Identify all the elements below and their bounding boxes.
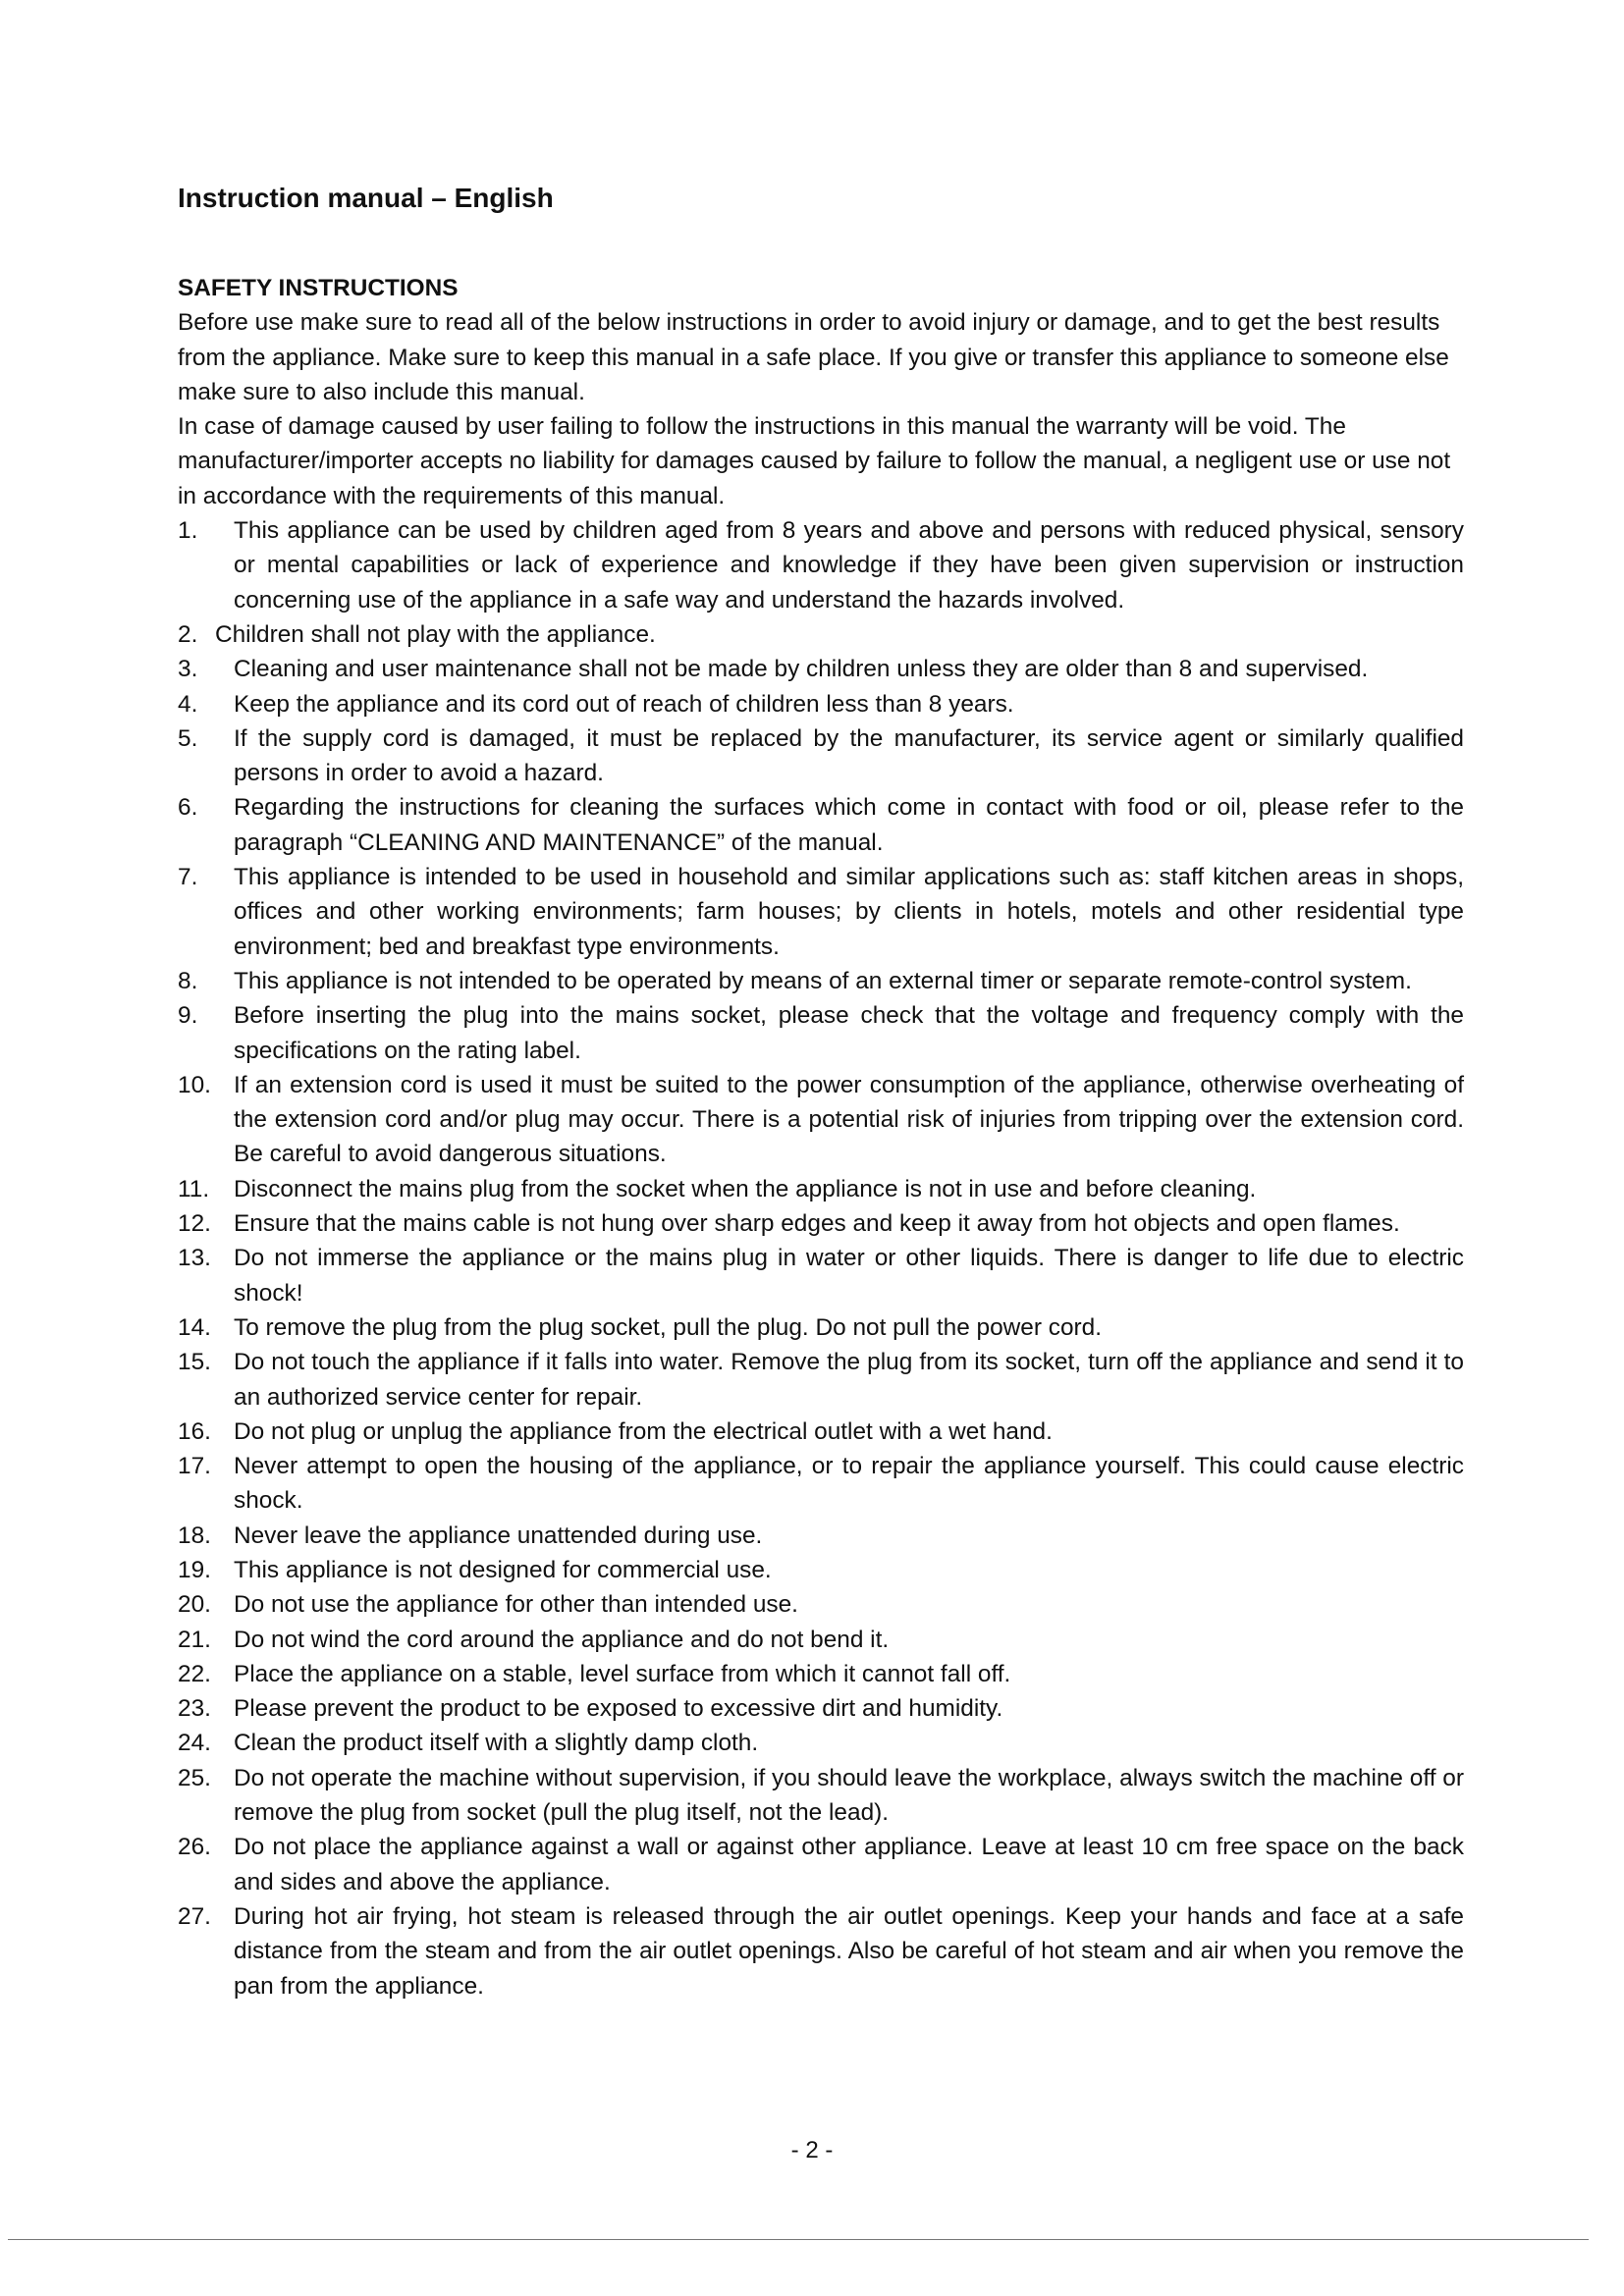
item-number: 12. xyxy=(178,1210,211,1238)
item-number: 5. xyxy=(178,724,198,752)
item-number: 7. xyxy=(178,864,198,891)
item-number: 16. xyxy=(178,1417,211,1445)
item-text: Do not use the appliance for other than intended use. xyxy=(234,1591,798,1619)
list-item xyxy=(178,617,1464,652)
list-item xyxy=(178,964,1464,998)
list-item xyxy=(178,687,1464,721)
list-item xyxy=(178,1415,1464,1449)
safety-instruction-list xyxy=(178,513,1464,2003)
document-title: Instruction manual – English xyxy=(178,183,554,213)
item-number: 9. xyxy=(178,1002,198,1030)
item-text: Do not place the appliance against a wall or against other appliance. Leave at least 10 cm free space on the back and sides and above the appliance. xyxy=(234,1834,1464,1896)
item-text: Place the appliance on a stable, level surface from which it cannot fall off. xyxy=(234,1660,1011,1687)
list-item xyxy=(178,998,1464,1068)
item-number: 23. xyxy=(178,1695,211,1723)
list-item xyxy=(178,1172,1464,1206)
list-item xyxy=(178,1206,1464,1241)
list-item xyxy=(178,1310,1464,1345)
item-number: 3. xyxy=(178,656,198,683)
intro xyxy=(178,305,1464,513)
item-number: 18. xyxy=(178,1522,211,1549)
item-text: Disconnect the mains plug from the socket when the appliance is not in use and before cleaning. xyxy=(234,1175,1257,1202)
list-item xyxy=(178,1241,1464,1310)
item-text: To remove the plug from the plug socket, pull the plug. Do not pull the power cord. xyxy=(234,1313,1102,1341)
item-text: Do not operate the machine without supervision, if you should leave the workplace, always switch the machine off or remove the plug from socket (pull the plug itself, not the lead). xyxy=(234,1764,1464,1827)
item-number: 4. xyxy=(178,690,198,718)
item-number: 1. xyxy=(178,517,198,545)
item-text: This appliance is intended to be used in household and similar applications such as: staff kitchen areas in shops, offices and other working environments; farm houses; by clients in hotels, motels and other residential type environment; bed and breakfast type environments. xyxy=(234,864,1464,960)
item-text: Do not immerse the appliance or the mains plug in water or other liquids. There is danger to life due to electric shock! xyxy=(234,1245,1464,1307)
item-number: 15. xyxy=(178,1349,211,1376)
list-item xyxy=(178,721,1464,791)
item-number: 22. xyxy=(178,1660,211,1687)
item-text: Children shall not play with the appliance. xyxy=(215,620,656,648)
item-text: Cleaning and user maintenance shall not be made by children unless they are older than 8 and supervised. xyxy=(234,656,1369,683)
item-number: 24. xyxy=(178,1730,211,1757)
item-number: 6. xyxy=(178,794,198,822)
item-text: Do not touch the appliance if it falls into water. Remove the plug from its socket, turn off the appliance and send it to an authorized service center for repair. xyxy=(234,1349,1464,1411)
item-text: This appliance is not designed for commercial use. xyxy=(234,1556,772,1583)
item-text: Ensure that the mains cable is not hung over sharp edges and keep it away from hot objects and open flames. xyxy=(234,1210,1400,1238)
list-item xyxy=(178,1587,1464,1622)
item-text: Do not plug or unplug the appliance from the electrical outlet with a wet hand. xyxy=(234,1417,1053,1445)
item-text: Do not wind the cord around the appliance and do not bend it. xyxy=(234,1626,890,1653)
list-item xyxy=(178,1899,1464,2003)
item-number: 20. xyxy=(178,1591,211,1619)
item-text: Clean the product itself with a slightly damp cloth. xyxy=(234,1730,759,1757)
item-number: 8. xyxy=(178,967,198,994)
item-text: This appliance can be used by children aged from 8 years and above and persons with reduced physical, sensory or mental capabilities or lack of experience and knowledge if they have been given supervision or instruction concerning use of the appliance in a safe way and understand the hazards involved. xyxy=(234,517,1464,614)
item-number: 2. xyxy=(178,620,198,648)
item-text: If the supply cord is damaged, it must be replaced by the manufacturer, its service agent or similarly qualified persons in order to avoid a hazard. xyxy=(234,724,1464,787)
item-number: 13. xyxy=(178,1245,211,1272)
list-item xyxy=(178,652,1464,686)
item-text: Please prevent the product to be exposed to excessive dirt and humidity. xyxy=(234,1695,1003,1723)
list-item xyxy=(178,860,1464,964)
list-item xyxy=(178,1761,1464,1831)
list-item xyxy=(178,1726,1464,1760)
footer-divider xyxy=(8,2239,1589,2240)
list-item xyxy=(178,1068,1464,1172)
item-number: 17. xyxy=(178,1453,211,1480)
item-number: 21. xyxy=(178,1626,211,1653)
item-text: Before inserting the plug into the mains socket, please check that the voltage and frequency comply with the specifications on the rating label. xyxy=(234,1002,1464,1064)
list-item xyxy=(178,513,1464,617)
list-item xyxy=(178,1691,1464,1726)
item-number: 25. xyxy=(178,1764,211,1791)
intro-paragraph: Before use make sure to read all of the below instructions in order to avoid injury or damage, and to get the best results from the appliance. Make sure to keep this manual in a safe place. If you give or transfer this appliance to someone else make sure to also include this manual. xyxy=(178,309,1449,405)
item-text: During hot air frying, hot steam is released through the air outlet openings. Keep your hands and face at a safe distance from the steam and from the air outlet openings. Also be careful of hot steam and air when you remove the pan from the appliance. xyxy=(234,1902,1464,2000)
list-item xyxy=(178,1553,1464,1587)
list-item xyxy=(178,790,1464,860)
list-item xyxy=(178,1623,1464,1657)
item-text: If an extension cord is used it must be suited to the power consumption of the appliance, otherwise overheating of the extension cord and/or plug may occur. There is a potential risk of injuries from tripping over the extension cord. Be careful to avoid dangerous situations. xyxy=(234,1071,1464,1168)
item-number: 10. xyxy=(178,1071,211,1098)
list-item xyxy=(178,1345,1464,1415)
item-number: 14. xyxy=(178,1313,211,1341)
list-item xyxy=(178,1519,1464,1553)
section-heading: SAFETY INSTRUCTIONS xyxy=(178,275,459,301)
list-item xyxy=(178,1830,1464,1899)
item-number: 19. xyxy=(178,1556,211,1583)
list-item xyxy=(178,1657,1464,1691)
item-text: Never attempt to open the housing of the appliance, or to repair the appliance yourself. This could cause electric shock. xyxy=(234,1453,1464,1515)
intro-paragraph: In case of damage caused by user failing to follow the instructions in this manual the warranty will be void. The manufacturer/importer accepts no liability for damages caused by failure to follow the manual, a negligent use or use not in accordance with the requirements of this manual. xyxy=(178,413,1451,509)
item-text: Keep the appliance and its cord out of reach of children less than 8 years. xyxy=(234,690,1014,718)
item-text: This appliance is not intended to be operated by means of an external timer or separate remote-control system. xyxy=(234,967,1412,994)
page-number: - 2 - xyxy=(790,2137,834,2163)
item-number: 26. xyxy=(178,1834,211,1861)
safety-section xyxy=(178,271,1464,2003)
item-number: 27. xyxy=(178,1902,211,1930)
list-item xyxy=(178,1449,1464,1519)
item-number: 11. xyxy=(178,1175,210,1202)
item-text: Never leave the appliance unattended during use. xyxy=(234,1522,763,1549)
item-text: Regarding the instructions for cleaning the surfaces which come in contact with food or oil, please refer to the paragraph “CLEANING AND MAINTENANCE” of the manual. xyxy=(234,794,1464,856)
